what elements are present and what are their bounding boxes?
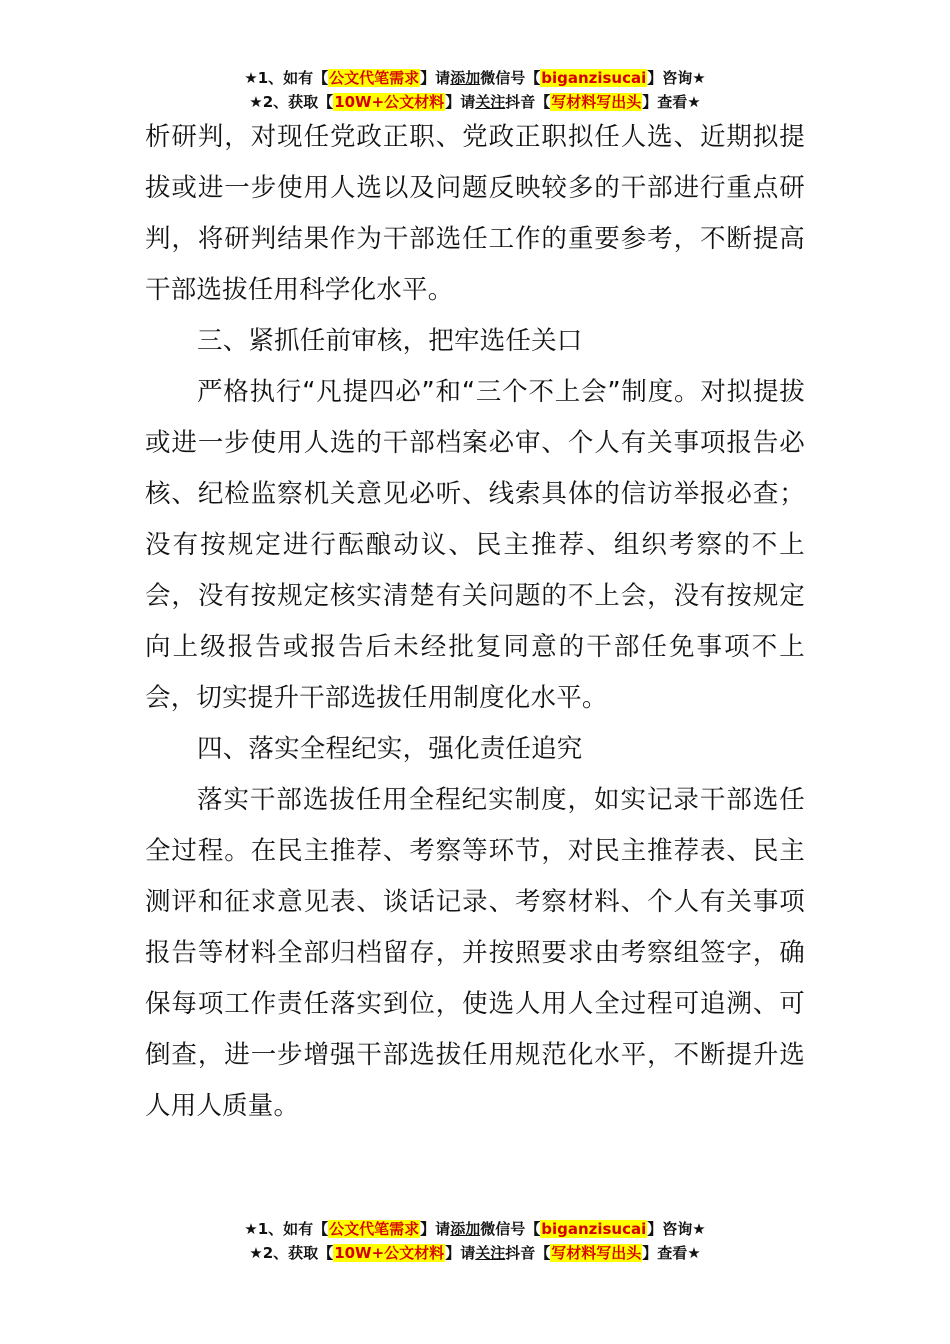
banner-text: 微信号【 xyxy=(480,69,541,87)
banner-text: 微信号【 xyxy=(480,1220,541,1238)
header-banner xyxy=(0,66,950,114)
banner-text: 】请 xyxy=(445,93,476,111)
document-body xyxy=(145,112,805,1132)
banner-text: 】查看★ xyxy=(642,93,701,111)
footer-banner-line-2 xyxy=(0,1241,950,1265)
banner-underline: 添加 xyxy=(450,1220,481,1238)
banner-highlight: biganzisucai xyxy=(541,1220,647,1238)
banner-text: 】咨询★ xyxy=(647,69,706,87)
banner-underline: 关注 xyxy=(475,93,506,111)
header-banner-line-2 xyxy=(0,90,950,114)
banner-text: 抖音【 xyxy=(505,1244,551,1262)
banner-text: 】查看★ xyxy=(642,1244,701,1262)
banner-highlight: 公文代笔需求 xyxy=(329,69,420,87)
banner-text: 抖音【 xyxy=(505,93,551,111)
section-heading-4: 四、落实全程纪实，强化责任追究 xyxy=(197,734,583,764)
banner-text: 】咨询★ xyxy=(647,1220,706,1238)
banner-highlight: 公文代笔需求 xyxy=(329,1220,420,1238)
footer-banner-line-1 xyxy=(0,1217,950,1241)
paragraph-continued: 析研判，对现任党政正职、党政正职拟任人选、近期拟提拔或进一步使用人选以及问题反映较多的干部进行重点研判，将研判结果作为干部选任工作的重要参考，不断提高干部选拔任用科学化水平。 xyxy=(145,122,805,305)
paragraph-review: 严格执行“凡提四必”和“三个不上会”制度。对拟提拔或进一步使用人选的干部档案必审、个人有关事项报告必核、纪检监察机关意见必听、线索具体的信访举报必查；没有按规定进行酝酿动议、民主推荐、组织考察的不上会，没有按规定核实清楚有关问题的不上会，没有按规定向上级报告或报告后未经批复同意的干部任免事项不上会，切实提升干部选拔任用制度化水平。 xyxy=(145,377,805,713)
header-banner-line-1 xyxy=(0,66,950,90)
banner-text: ★2、获取【 xyxy=(249,1244,334,1262)
banner-text: 】请 xyxy=(420,69,451,87)
banner-text: 】请 xyxy=(445,1244,476,1262)
footer-banner xyxy=(0,1217,950,1265)
banner-text: ★1、如有【 xyxy=(244,69,329,87)
banner-underline: 关注 xyxy=(475,1244,506,1262)
banner-highlight: 10W+公文材料 xyxy=(334,1244,445,1262)
banner-text: ★1、如有【 xyxy=(244,1220,329,1238)
banner-highlight: 10W+公文材料 xyxy=(334,93,445,111)
paragraph-record: 落实干部选拔任用全程纪实制度，如实记录干部选任全过程。在民主推荐、考察等环节，对民主推荐表、民主测评和征求意见表、谈话记录、考察材料、个人有关事项报告等材料全部归档留存，并按照要求由考察组签字，确保每项工作责任落实到位，使选人用人全过程可追溯、可倒查，进一步增强干部选拔任用规范化水平，不断提升选人用人质量。 xyxy=(145,785,805,1121)
banner-text: ★2、获取【 xyxy=(249,93,334,111)
section-heading-3: 三、紧抓任前审核，把牢选任关口 xyxy=(197,326,583,356)
banner-highlight: biganzisucai xyxy=(541,69,647,87)
banner-text: 】请 xyxy=(420,1220,451,1238)
banner-highlight: 写材料写出头 xyxy=(551,93,642,111)
banner-underline: 添加 xyxy=(450,69,481,87)
banner-highlight: 写材料写出头 xyxy=(551,1244,642,1262)
